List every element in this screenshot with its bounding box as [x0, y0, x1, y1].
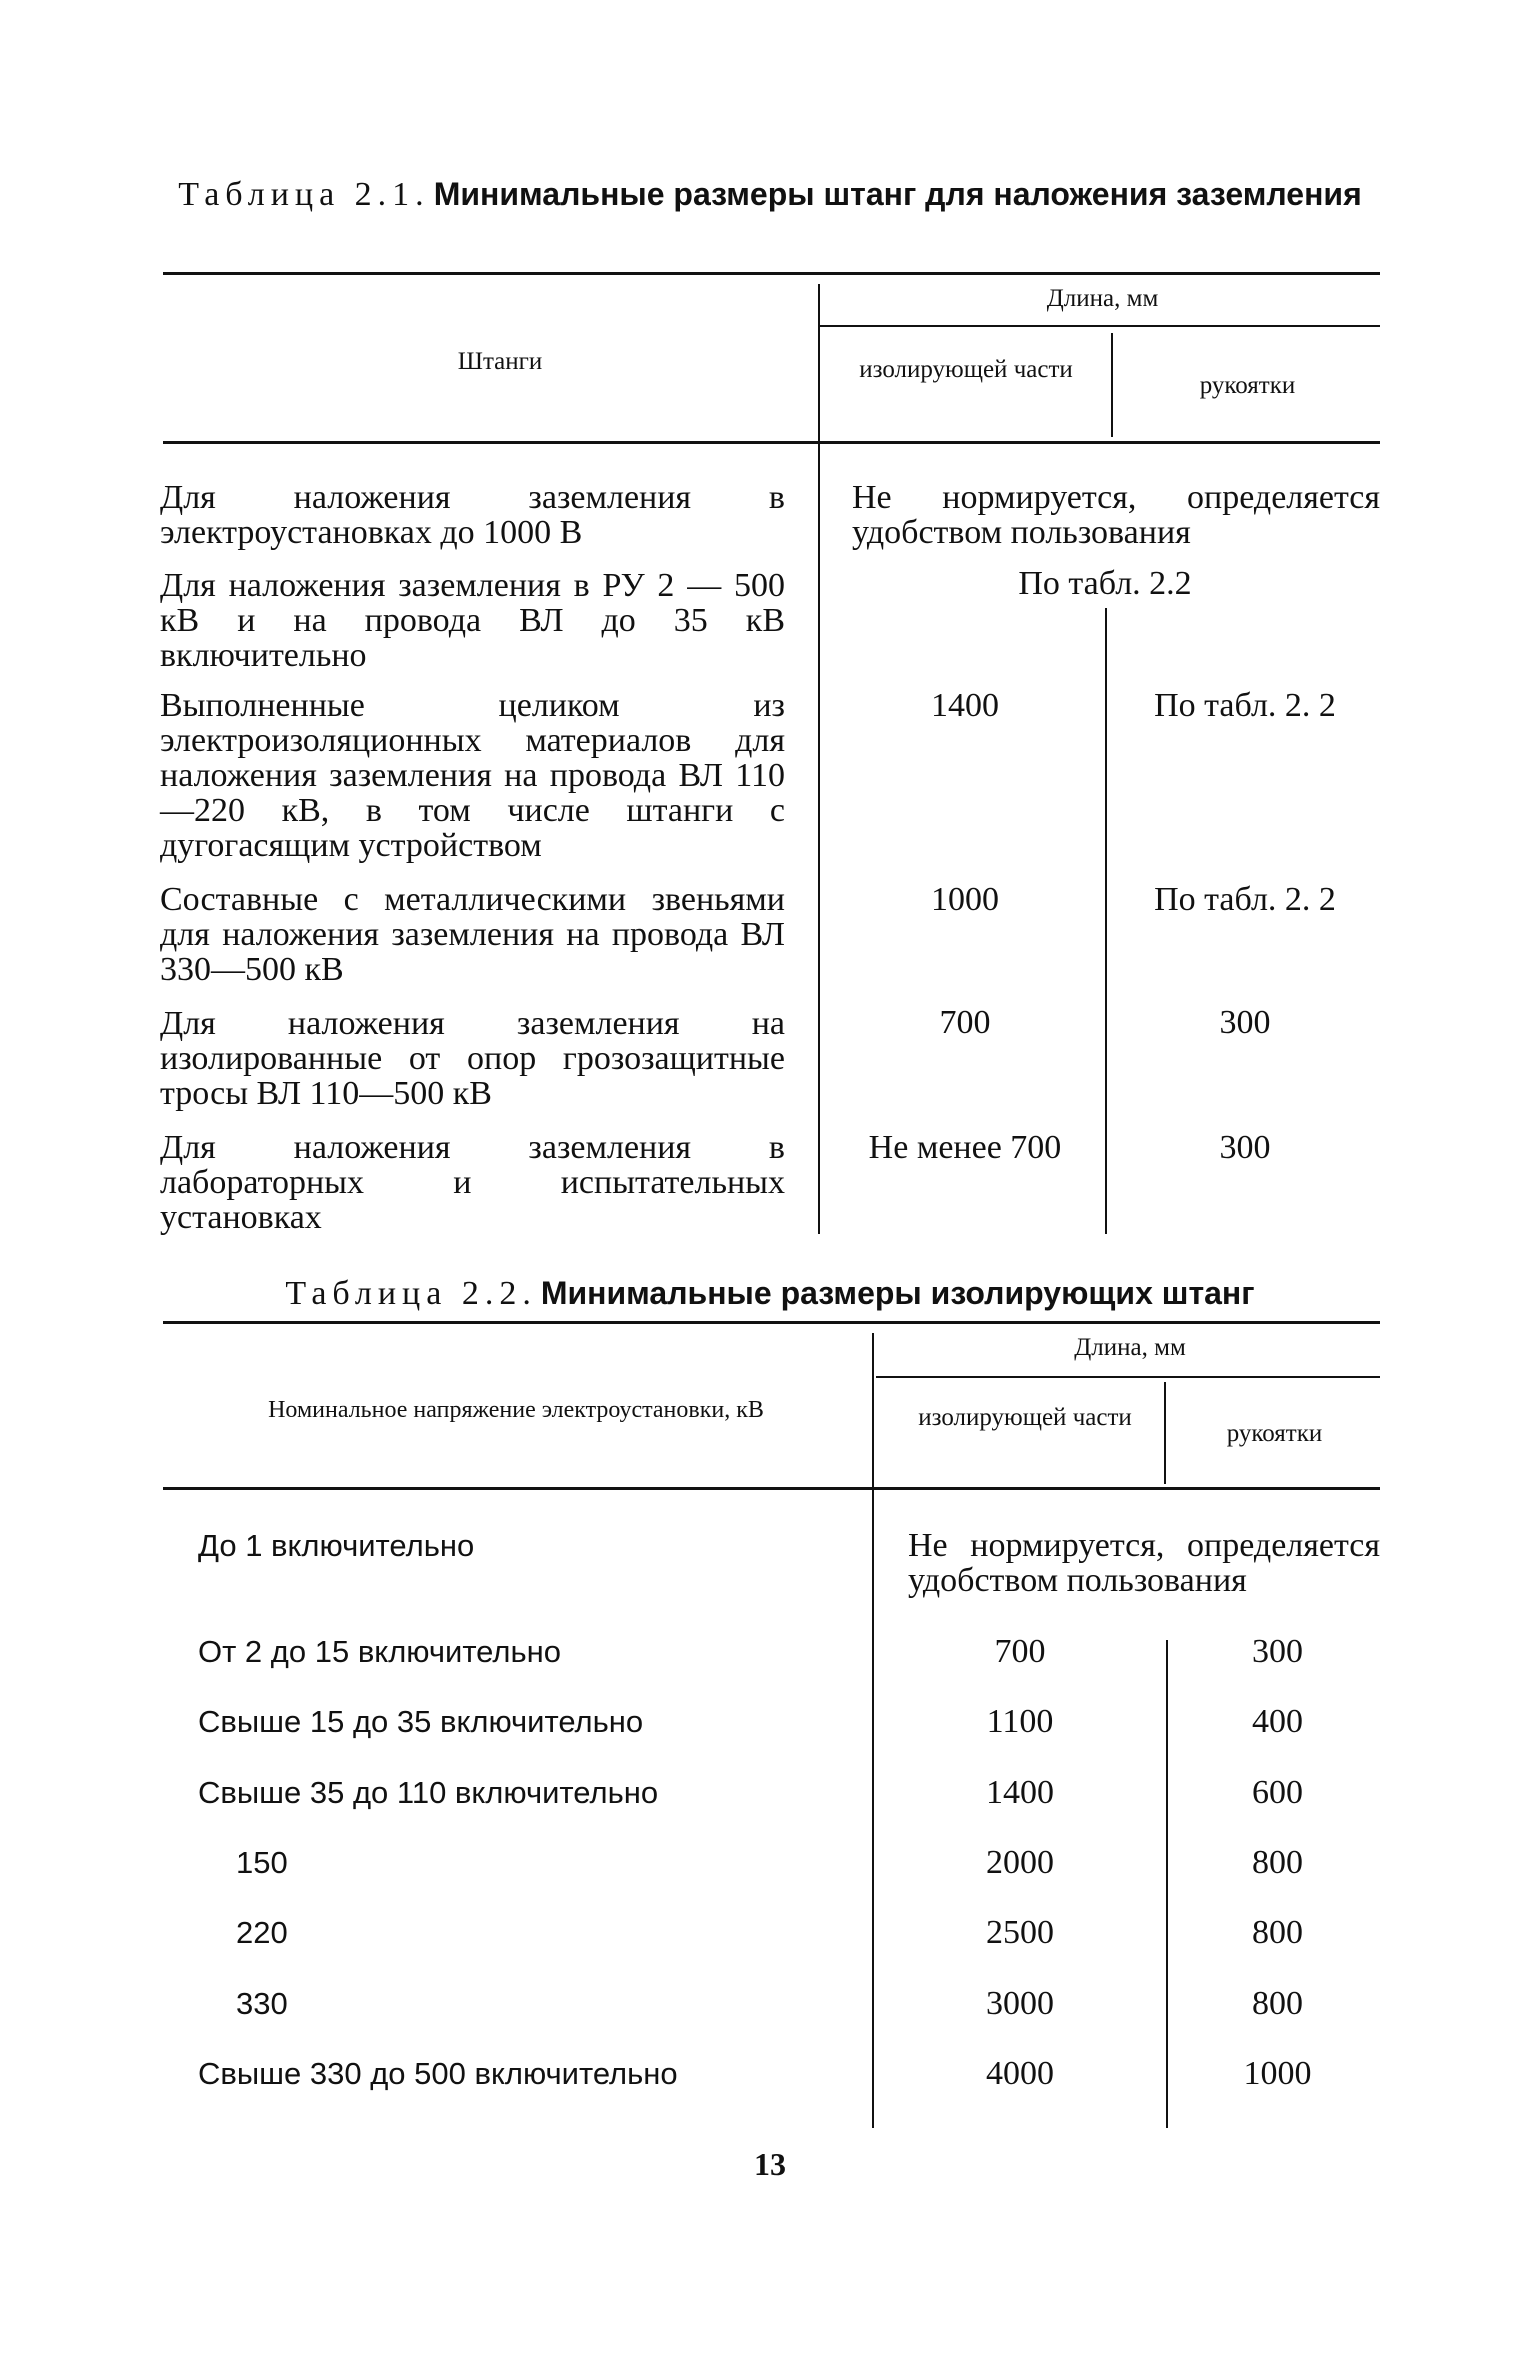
table2-label: Таблица 2.2. [285, 1275, 537, 1312]
table2-row5-voltage: 150 [236, 1845, 288, 1880]
table2-row1-voltage: До 1 включительно [198, 1528, 475, 1563]
table2-title: Минимальные размеры изолирующих штанг [540, 1275, 1255, 1311]
table2-header-insulating: изолирующей части [918, 1404, 1132, 1431]
table2-col-divider [872, 1333, 874, 2128]
table1-subcol-divider-header [1111, 333, 1113, 437]
table1-label: Таблица 2.1. [178, 176, 430, 213]
table1-header-length: Длина, мм [1046, 285, 1159, 312]
table2-row3-voltage: Свыше 15 до 35 включительно [198, 1704, 644, 1739]
table2-row7-handle: 800 [1252, 1985, 1303, 2022]
table2-row6-voltage: 220 [236, 1915, 288, 1950]
table1-row6-name: Для наложения заземления в лабораторных и испытательных установках [160, 1129, 785, 1236]
table1-row2-merged: По табл. 2.2 [1018, 565, 1192, 602]
table2-row6-insulating: 2500 [986, 1914, 1054, 1951]
table1-row4-handle: По табл. 2. 2 [1154, 881, 1336, 918]
table1-top-rule [163, 272, 1380, 275]
table1-row6-insulating: Не менее 700 [868, 1129, 1062, 1166]
table1-row5-name: Для наложения заземления на изолированные от опор грозозащитные тросы ВЛ 110—500 кВ [160, 1005, 785, 1112]
table1-row2-name: Для наложения заземления в РУ 2 — 500 кВ и на провода ВЛ до 35 кВ включительно [160, 567, 785, 674]
table2-row4-handle: 600 [1252, 1774, 1303, 1811]
table2-row3-insulating: 1100 [986, 1703, 1054, 1740]
table1-row4-insulating: 1000 [931, 881, 999, 918]
table2-row2-insulating: 700 [994, 1633, 1046, 1670]
table2-row2-voltage: От 2 до 15 включительно [198, 1634, 561, 1669]
table2-subheader-rule [876, 1376, 1380, 1378]
table1-row5-handle: 300 [1219, 1004, 1271, 1041]
table2-subcol-divider-header [1164, 1382, 1166, 1484]
table2-caption [160, 1275, 1380, 1318]
table1-header-insulating: изолирующей части [859, 356, 1073, 383]
table1-row4-name: Составные с металлическими звеньями для наложения заземления на провода ВЛ 330—500 кВ [160, 881, 785, 988]
table1-row3-name: Выполненные целиком из электроизоляционных материалов для наложения заземления на провода ВЛ 110—220 кВ, в том числе штанги с дугогасящим устройством [160, 687, 785, 864]
table1-caption [160, 176, 1380, 219]
table2-row6-handle: 800 [1252, 1914, 1303, 1951]
table2-row4-voltage: Свыше 35 до 110 включительно [198, 1775, 659, 1810]
table2-row5-handle: 800 [1252, 1844, 1303, 1881]
table1-header-rule [163, 441, 1380, 444]
table1-subheader-rule [820, 325, 1380, 327]
table1-row1-name: Для наложения заземления в электроустановках до 1000 В [160, 479, 785, 551]
table1-row3-insulating: 1400 [931, 687, 999, 724]
table2-row1-merged: Не нормируется, определяется удобством пользования [908, 1527, 1380, 1599]
table2-row7-voltage: 330 [236, 1986, 288, 2021]
table1-col-divider [818, 284, 820, 1234]
table1-row6-handle: 300 [1219, 1129, 1271, 1166]
table1-subcol-divider-body [1105, 608, 1107, 1234]
table1-row5-insulating: 700 [939, 1004, 991, 1041]
table1-title: Минимальные размеры штанг для наложения заземления [433, 176, 1362, 212]
table1-row1-merged: Не нормируется, определяется удобством пользования [852, 479, 1380, 551]
table1-header-rods: Штанги [457, 348, 543, 375]
table2-row8-insulating: 4000 [986, 2055, 1054, 2092]
table2-row7-insulating: 3000 [986, 1985, 1054, 2022]
table1-header-handle: рукоятки [1199, 372, 1296, 399]
table2-row8-voltage: Свыше 330 до 500 включительно [198, 2056, 678, 2091]
table1-row3-handle: По табл. 2. 2 [1154, 687, 1336, 724]
table2-header-rule [163, 1487, 1380, 1490]
table2-row4-insulating: 1400 [986, 1774, 1054, 1811]
table2-header-length: Длина, мм [1074, 1334, 1186, 1361]
table2-header-voltage: Номинальное напряжение электроустановки, кВ [268, 1397, 764, 1423]
table2-row3-handle: 400 [1252, 1703, 1303, 1740]
table2-row5-insulating: 2000 [986, 1844, 1054, 1881]
table2-top-rule [163, 1321, 1380, 1324]
table2-row8-handle: 1000 [1243, 2055, 1312, 2092]
page-number: 13 [754, 2146, 786, 2182]
table2-subcol-divider-body [1166, 1640, 1168, 2128]
table2-row2-handle: 300 [1252, 1633, 1303, 1670]
table2-header-handle: рукоятки [1226, 1420, 1323, 1447]
